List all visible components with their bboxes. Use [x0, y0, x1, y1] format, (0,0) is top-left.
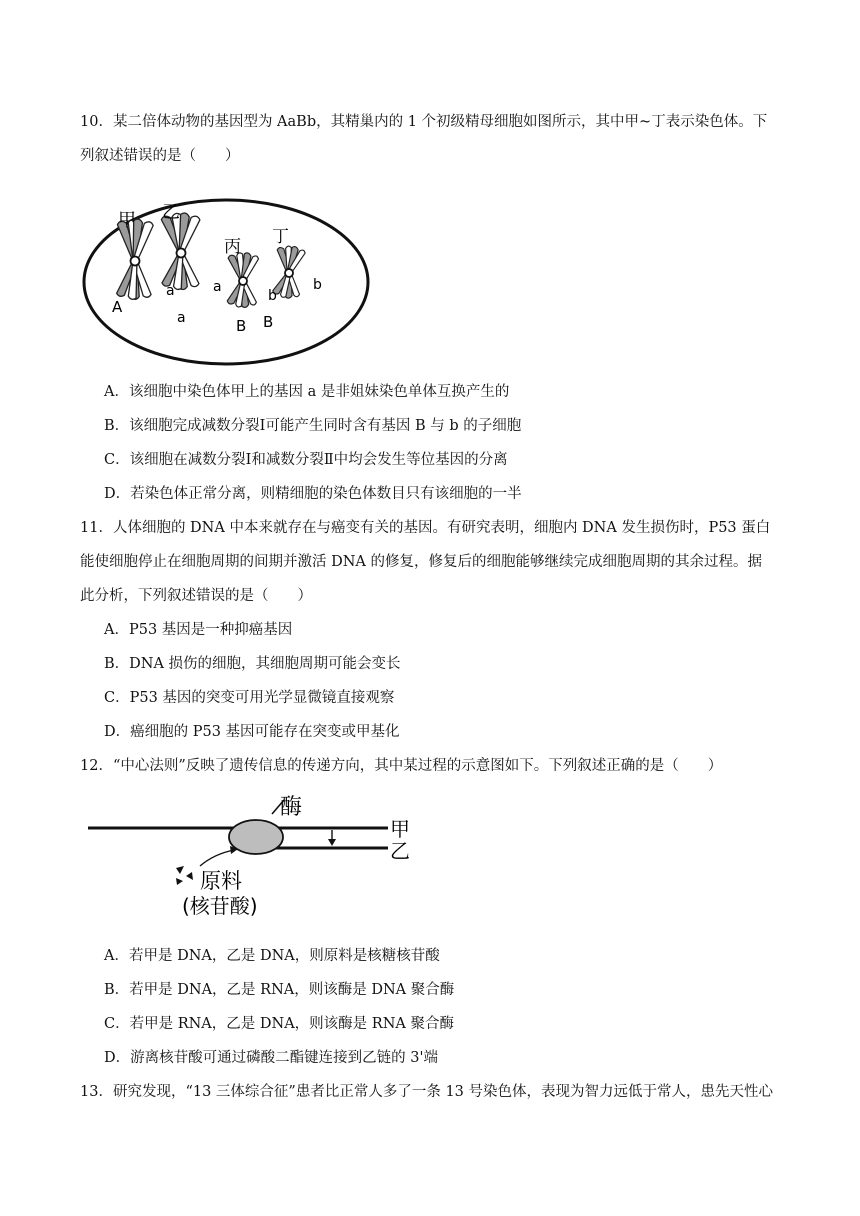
- label-jia: 甲: [118, 210, 136, 231]
- chromosome-bing: [227, 252, 260, 308]
- q11-option-a: A．P53 基因是一种抑癌基因: [104, 622, 293, 638]
- q12-replication-figure: [84, 786, 420, 924]
- gene-A: A: [112, 298, 123, 316]
- chromosome-yi: [161, 212, 202, 291]
- q10-option-a: A．该细胞中染色体甲上的基因 a 是非姐妹染色单体互换产生的: [104, 384, 510, 400]
- q12-option-d: D．游离核苷酸可通过磷酸二酯键连接到乙链的 3'端: [104, 1050, 438, 1066]
- label-ding: 丁: [272, 227, 289, 247]
- material-label: 原料: [200, 869, 242, 893]
- q10-option-b: B．该细胞完成减数分裂Ⅰ可能产生同时含有基因 B 与 b 的子细胞: [104, 418, 522, 434]
- gene-b-1: b: [268, 288, 277, 304]
- q12-option-b: B．若甲是 DNA，乙是 RNA，则该酶是 DNA 聚合酶: [104, 982, 455, 998]
- q11-stem-line3: 此分析，下列叙述错误的是（ ）: [80, 588, 312, 604]
- q10-cell-figure: [80, 196, 378, 370]
- q10-option-d: D．若染色体正常分离，则精细胞的染色体数目只有该细胞的一半: [104, 486, 522, 502]
- gene-B-1: B: [236, 317, 247, 335]
- q12-stem-line1: 12．“中心法则”反映了遗传信息的传递方向，其中某过程的示意图如下。下列叙述正确的是（ ）: [80, 758, 723, 774]
- q11-option-c: C．P53 基因的突变可用光学显微镜直接观察: [104, 690, 395, 706]
- chromosome-ding: [272, 246, 306, 299]
- gene-a-1: a: [166, 283, 175, 299]
- q10-stem-line1: 10．某二倍体动物的基因型为 AaBb，其精巢内的 1 个初级精母细胞如图所示，其中甲~丁表示染色体。下: [80, 114, 768, 130]
- strand-yi-label: 乙: [390, 839, 410, 863]
- q10-stem-line2: 列叙述错误的是（ ）: [80, 148, 240, 164]
- q11-stem-line2: 能使细胞停止在细胞周期的间期并激活 DNA 的修复，修复后的细胞能够继续完成细胞周期的其余过程。据: [80, 554, 762, 570]
- gene-B-2: B: [263, 313, 274, 331]
- enzyme-label: 酶: [280, 795, 303, 820]
- q10-option-c: C．该细胞在减数分裂Ⅰ和减数分裂Ⅱ中均会发生等位基因的分离: [104, 452, 508, 468]
- material-sublabel: (核苷酸): [182, 894, 258, 918]
- strand-jia-label: 甲: [390, 817, 410, 841]
- label-bing: 丙: [224, 237, 241, 257]
- gene-b-2: b: [313, 277, 322, 293]
- q12-option-c: C．若甲是 RNA，乙是 DNA，则该酶是 RNA 聚合酶: [104, 1016, 454, 1032]
- q13-stem-line1: 13．研究发现，“13 三体综合征”患者比正常人多了一条 13 号染色体，表现为智力远低于常人，患先天性心: [80, 1084, 774, 1100]
- gene-a-2: a: [177, 310, 186, 326]
- q11-option-b: B．DNA 损伤的细胞，其细胞周期可能会变长: [104, 656, 401, 672]
- label-yi: 乙: [162, 202, 180, 223]
- q12-option-a: A．若甲是 DNA，乙是 DNA，则原料是核糖核苷酸: [104, 948, 440, 964]
- q11-stem-line1: 11．人体细胞的 DNA 中本来就存在与癌变有关的基因。有研究表明，细胞内 DNA 发生损伤时，P53 蛋白: [80, 520, 771, 536]
- gene-a-3: a: [213, 279, 222, 295]
- nucleotide-icon: [176, 866, 193, 885]
- q11-option-d: D．癌细胞的 P53 基因可能存在突变或甲基化: [104, 724, 400, 740]
